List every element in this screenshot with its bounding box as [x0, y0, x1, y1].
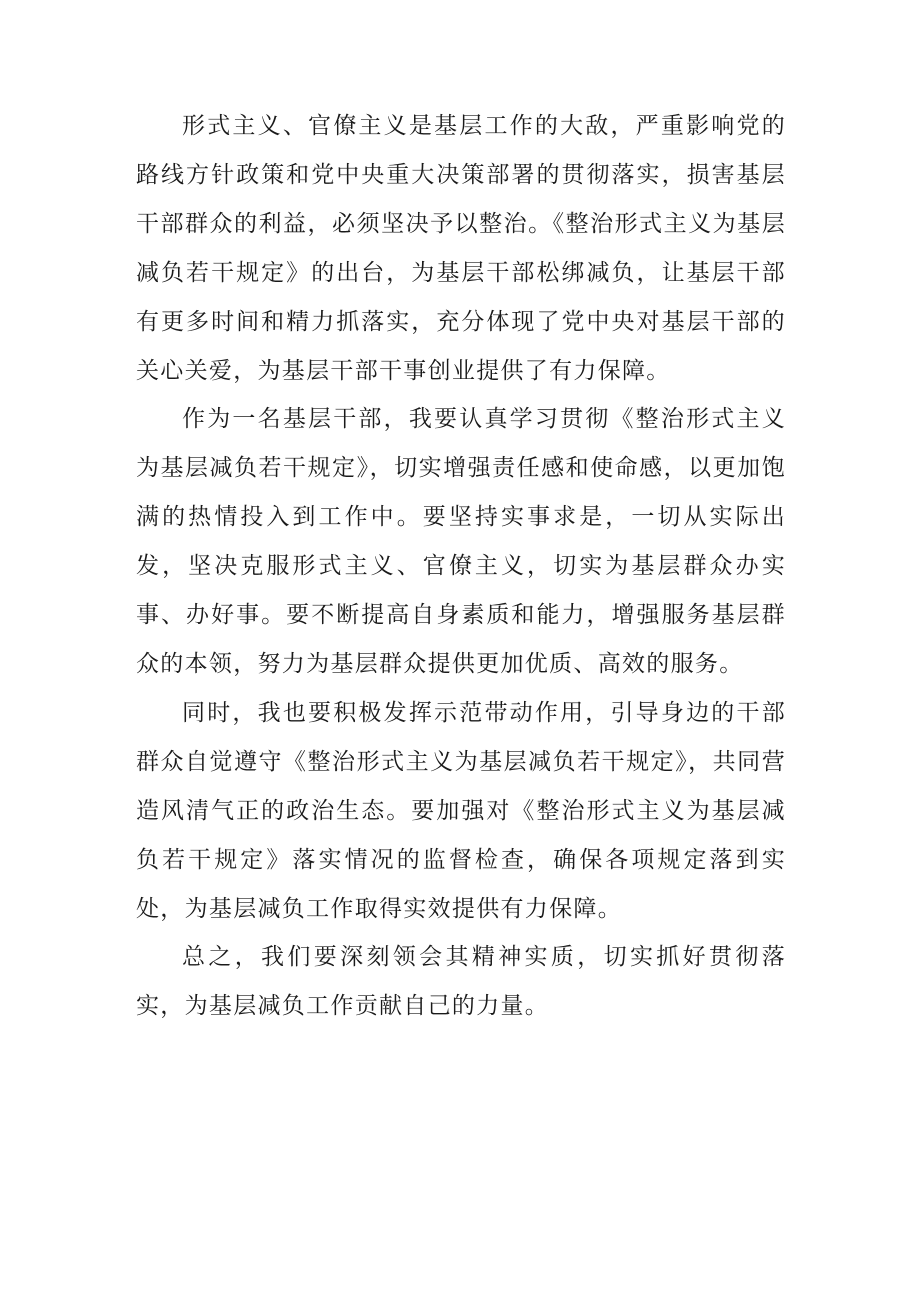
paragraph-1: 形式主义、官僚主义是基层工作的大敌，严重影响党的路线方针政策和党中央重大决策部署的贯彻落实，损害基层干部群众的利益，必须坚决予以整治。《整治形式主义为基层减负若干规定》的出台，为基层干部松绑减负，让基层干部有更多时间和精力抓落实，充分体现了党中央对基层干部的关心关爱，为基层干部干事创业提供了有力保障。 [136, 113, 786, 384]
paragraph-4: 总之，我们要深刻领会其精神实质，切实抓好贯彻落实，为基层减负工作贡献自己的力量。 [136, 944, 786, 1020]
paragraph-3: 同时，我也要积极发挥示范带动作用，引导身边的干部群众自觉遵守《整治形式主义为基层减负若干规定》，共同营造风清气正的政治生态。要加强对《整治形式主义为基层减负若干规定》落实情况的监督检查，确保各项规定落到实处，为基层减负工作取得实效提供有力保障。 [136, 699, 786, 922]
paragraph-2: 作为一名基层干部，我要认真学习贯彻《整治形式主义为基层减负若干规定》，切实增强责任感和使命感，以更加饱满的热情投入到工作中。要坚持实事求是，一切从实际出发，坚决克服形式主义、官僚主义，切实为基层群众办实事、办好事。要不断提高自身素质和能力，增强服务基层群众的本领，努力为基层群众提供更加优质、高效的服务。 [136, 406, 786, 677]
document-body [136, 102, 786, 1031]
